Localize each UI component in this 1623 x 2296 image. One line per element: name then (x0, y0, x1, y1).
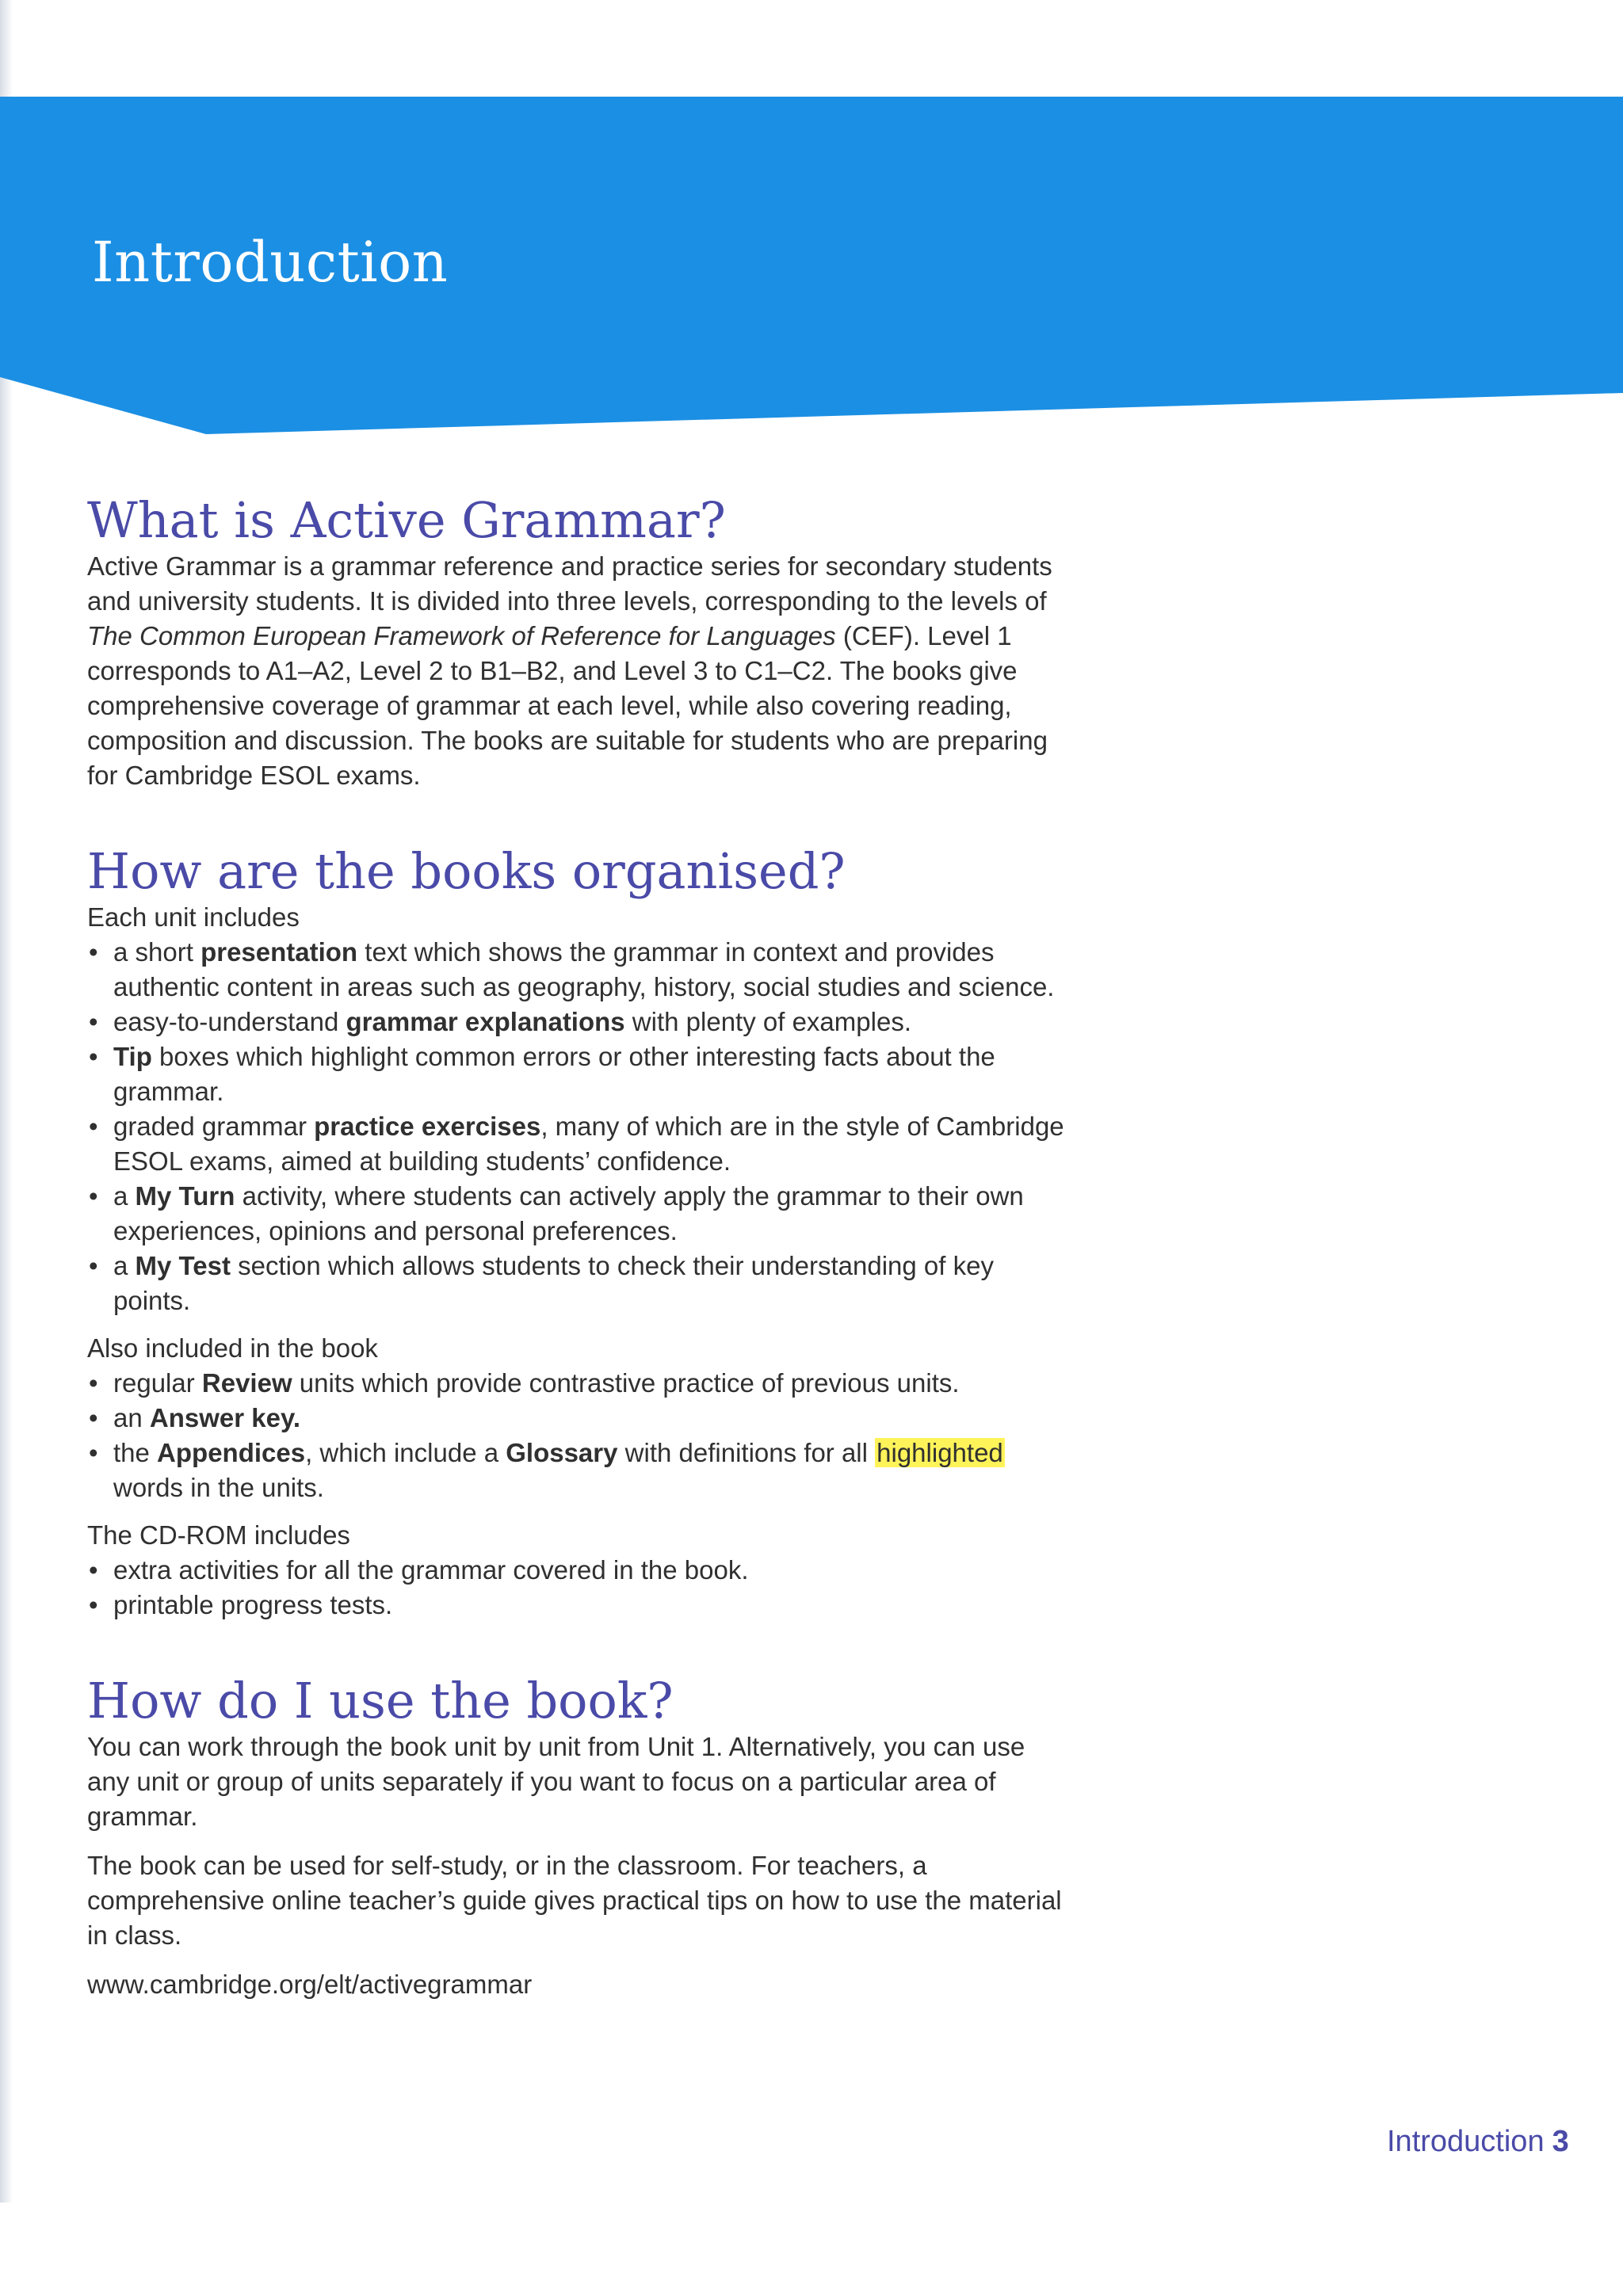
list-item (87, 1401, 1070, 1436)
text: text which shows the grammar in context and provides authentic content in areas such as geography, history, social studies and science. (113, 937, 1055, 1002)
banner-title: Introduction (92, 230, 449, 295)
list-item (87, 1179, 1070, 1249)
bold-term: My Turn (135, 1181, 235, 1211)
bold-term: Tip (113, 1042, 152, 1072)
text: Active Grammar is a grammar reference and practice series for secondary students and university students. It is divided into three levels, corresponding to the levels of (87, 551, 1052, 616)
also-intro: Also included in the book (87, 1333, 378, 1363)
unit-list (87, 935, 1070, 1318)
text: with definitions for all (617, 1438, 876, 1468)
list-item (87, 1366, 1070, 1401)
section-how-use (87, 1672, 1070, 2002)
list-item: • extra activities for all the grammar covered in the book. (87, 1553, 1070, 1588)
cd-list (87, 1553, 1070, 1623)
text: the (113, 1438, 158, 1468)
bold-term: Glossary (506, 1438, 618, 1468)
text: regular (113, 1368, 202, 1398)
highlighted-word: highlighted (876, 1438, 1003, 1468)
text: a (113, 1251, 136, 1281)
text: graded grammar (113, 1112, 315, 1142)
text: an (113, 1403, 150, 1433)
section-organised (87, 842, 1070, 1623)
text: section which allows students to check their understanding of key points. (113, 1251, 994, 1316)
banner-shape (0, 0, 1623, 444)
bold-term: grammar explanations (346, 1007, 625, 1037)
heading-how-use: How do I use the book? (87, 1672, 674, 1730)
list-item (87, 1249, 1070, 1318)
text: with plenty of examples. (624, 1007, 911, 1037)
website-url: www.cambridge.org/elt/activegrammar (87, 1970, 533, 2000)
page-footer (1387, 2125, 1569, 2159)
text: a (113, 1181, 136, 1211)
paragraph-how-use-1: You can work through the book unit by unit from Unit 1. Alternatively, you can use any unit or group of units separately if you want to focus on a particular area of grammar. (87, 1732, 1025, 1832)
header-banner (0, 0, 1623, 444)
text: words in the units. (113, 1473, 324, 1503)
also-list (87, 1366, 1070, 1505)
bold-term: Review (201, 1368, 292, 1398)
bold-term: practice exercises (314, 1112, 541, 1142)
text: , many of which are in the style of Cambridge ESOL exams, aimed at building students’ confidence. (113, 1112, 1064, 1177)
cd-intro: The CD-ROM includes (87, 1520, 350, 1550)
text: boxes which highlight common errors or other interesting facts about the grammar. (113, 1042, 995, 1107)
list-item (87, 1109, 1070, 1179)
text: a short (113, 937, 201, 967)
list-item (87, 1436, 1070, 1505)
text: activity, where students can actively apply the grammar to their own experiences, opinions and personal preferences. (113, 1181, 1024, 1246)
section-what-is (87, 491, 1070, 793)
heading-organised: How are the books organised? (87, 842, 846, 901)
unit-intro: Each unit includes (87, 902, 300, 933)
text: (CEF). Level 1 corresponds to A1–A2, Level 2 to B1–B2, and Level 3 to C1–C2. The books give comprehensive coverage of grammar at each level, while also covering reading, composition and discussion. The books are suitable for students who are preparing for Cambridge ESOL exams. (87, 621, 1048, 791)
list-item (87, 935, 1070, 1005)
bold-term: presentation (200, 937, 358, 967)
text: easy-to-understand (113, 1007, 346, 1037)
bold-term: Answer key. (149, 1403, 301, 1433)
list-item: • printable progress tests. (87, 1588, 1070, 1623)
page-number: 3 (1552, 2125, 1569, 2158)
text: , which include a (305, 1438, 506, 1468)
footer-label: Introduction (1387, 2125, 1545, 2158)
paragraph-what-is (87, 549, 1070, 793)
paragraph-how-use-2: The book can be used for self-study, or in the classroom. For teachers, a comprehensive online teacher’s guide gives practical tips on how to use the material in class. (87, 1851, 1062, 1951)
list-item (87, 1005, 1070, 1039)
bold-term: Appendices (157, 1438, 306, 1468)
bold-term: My Test (135, 1251, 231, 1281)
heading-what-is: What is Active Grammar? (87, 491, 726, 549)
main-content (87, 491, 1070, 2051)
list-item (87, 1039, 1070, 1109)
text: units which provide contrastive practice of previous units. (292, 1368, 960, 1398)
cef-title: The Common European Framework of Reference for Languages (87, 621, 836, 651)
